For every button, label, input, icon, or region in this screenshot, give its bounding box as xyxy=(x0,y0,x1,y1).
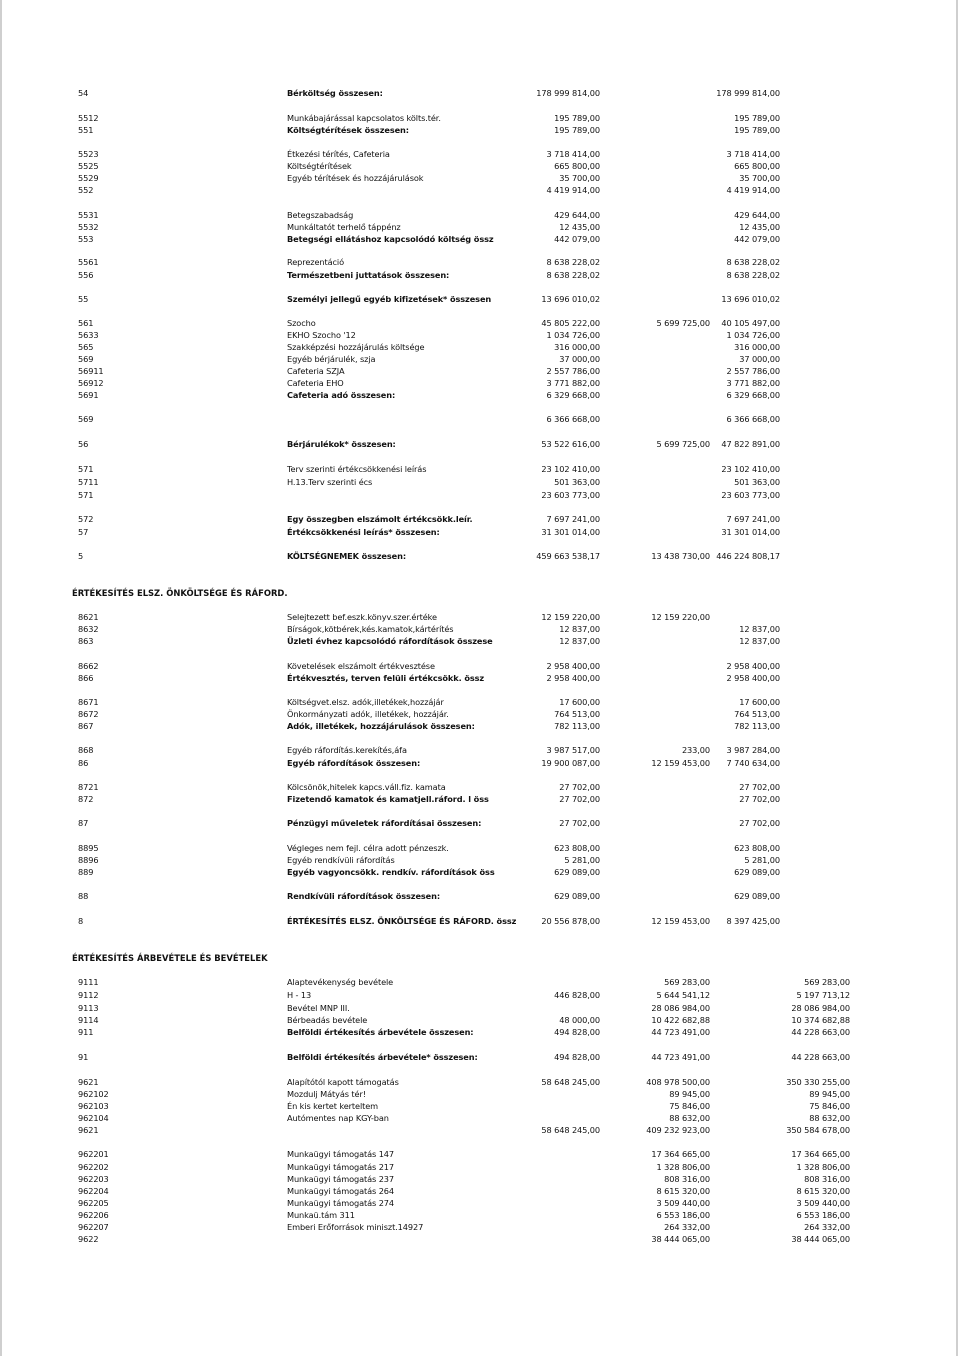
account-description: Munkaügyi támogatás 217 xyxy=(287,1162,395,1172)
amount-col3: 316 000,00 xyxy=(734,342,780,352)
account-code: 866 xyxy=(78,673,94,683)
account-code: 962206 xyxy=(78,1210,109,1220)
amount-col2: 12 159 453,00 xyxy=(651,758,710,768)
account-description: Munkábajárással kapcsolatos költs.tér. xyxy=(287,113,441,123)
amount-col2: 6 553 186,00 xyxy=(656,1210,710,1220)
amount-col3: 264 332,00 xyxy=(804,1222,850,1232)
account-description: Pénzügyi műveletek ráfordításai összesen: xyxy=(287,818,482,828)
account-description: Munkaügyi támogatás 237 xyxy=(287,1174,395,1184)
account-code: 8662 xyxy=(78,661,99,671)
amount-col1: 494 828,00 xyxy=(554,1052,600,1062)
account-code: 911 xyxy=(78,1027,94,1037)
amount-col3: 178 999 814,00 xyxy=(716,88,780,98)
amount-col1: 27 702,00 xyxy=(559,782,600,792)
account-code: 5691 xyxy=(78,390,99,400)
account-code: 8895 xyxy=(78,843,99,853)
amount-col2: 233,00 xyxy=(681,745,710,755)
account-code: 8621 xyxy=(78,612,99,622)
amount-col2: 12 159 220,00 xyxy=(651,612,710,622)
account-description: Alapítótól kapott támogatás xyxy=(287,1077,399,1087)
account-description: Egyéb rendkívüli ráfordítás xyxy=(287,855,395,865)
amount-col3: 17 364 665,00 xyxy=(791,1149,850,1159)
account-code: 872 xyxy=(78,794,94,804)
account-code: 54 xyxy=(78,88,89,98)
amount-col1: 12 435,00 xyxy=(559,222,600,232)
account-code: 962205 xyxy=(78,1198,109,1208)
account-code: 8721 xyxy=(78,782,99,792)
account-description: Betegségi ellátáshoz kapcsolódó költség össz xyxy=(287,234,494,244)
account-code: 868 xyxy=(78,745,94,755)
account-code: 5633 xyxy=(78,330,99,340)
account-description: Bevétel MNP III. xyxy=(287,1003,350,1013)
account-description: Személyi jellegű egyéb kifizetések* összesen xyxy=(287,294,492,304)
amount-col3: 2 958 400,00 xyxy=(726,673,780,683)
amount-col1: 4 419 914,00 xyxy=(546,185,600,195)
amount-col1: 764 513,00 xyxy=(554,709,600,719)
amount-col2: 5 699 725,00 xyxy=(656,439,710,449)
account-code: 8632 xyxy=(78,624,99,634)
account-code: 9622 xyxy=(78,1234,99,1244)
account-description: Üzleti évhez kapcsolódó ráfordítások összese xyxy=(287,636,493,646)
amount-col1: 195 789,00 xyxy=(554,113,600,123)
account-description: Természetbeni juttatások összesen: xyxy=(287,270,450,280)
account-description: Költségvet.elsz. adók,illetékek,hozzájár xyxy=(287,697,444,707)
amount-col1: 37 000,00 xyxy=(559,354,600,364)
amount-col3: 808 316,00 xyxy=(804,1174,850,1184)
amount-col2: 13 438 730,00 xyxy=(651,551,710,561)
amount-col3: 350 584 678,00 xyxy=(786,1125,850,1135)
amount-col1: 13 696 010,02 xyxy=(541,294,600,304)
amount-col3: 17 600,00 xyxy=(739,697,780,707)
account-description: Én kis kertet kerteltem xyxy=(287,1101,379,1111)
amount-col3: 88 632,00 xyxy=(809,1113,850,1123)
amount-col1: 31 301 014,00 xyxy=(541,527,600,537)
amount-col2: 44 723 491,00 xyxy=(651,1052,710,1062)
amount-col3: 7 740 634,00 xyxy=(726,758,780,768)
account-description: Végleges nem fejl. célra adott pénzeszk. xyxy=(287,843,449,853)
amount-col3: 23 102 410,00 xyxy=(721,464,780,474)
account-description: Egyéb térítések és hozzájárulások xyxy=(287,173,424,183)
account-description: Egyéb vagyoncsökk. rendkív. ráfordítások öss xyxy=(287,867,495,877)
amount-col3: 12 837,00 xyxy=(739,636,780,646)
amount-col1: 17 600,00 xyxy=(559,697,600,707)
amount-col3: 27 702,00 xyxy=(739,794,780,804)
amount-col3: 35 700,00 xyxy=(739,173,780,183)
account-code: 8 xyxy=(78,916,84,926)
account-code: 8896 xyxy=(78,855,99,865)
amount-col3: 2 557 786,00 xyxy=(726,366,780,376)
account-description: Emberi Erőforrások miniszt.14927 xyxy=(287,1222,424,1232)
amount-col1: 23 603 773,00 xyxy=(541,490,600,500)
account-description: Egyéb ráfordítások összesen: xyxy=(287,758,421,768)
amount-col2: 5 644 541,12 xyxy=(656,990,710,1000)
account-description: Adók, illetékek, hozzájárulások összesen: xyxy=(287,721,475,731)
account-code: 551 xyxy=(78,125,94,135)
account-description: Munkaügyi támogatás 264 xyxy=(287,1186,395,1196)
account-description: Bírságok,kötbérek,kés.kamatok,kártérítés xyxy=(287,624,454,634)
amount-col3: 195 789,00 xyxy=(734,113,780,123)
amount-col2: 1 328 806,00 xyxy=(656,1162,710,1172)
account-description: H.13.Terv szerinti écs xyxy=(287,477,373,487)
amount-col3: 5 281,00 xyxy=(744,855,780,865)
amount-col1: 3 771 882,00 xyxy=(546,378,600,388)
account-description: Betegszabadság xyxy=(287,210,354,220)
amount-col2: 75 846,00 xyxy=(669,1101,710,1111)
amount-col1: 623 808,00 xyxy=(554,843,600,853)
amount-col1: 782 113,00 xyxy=(554,721,600,731)
amount-col3: 350 330 255,00 xyxy=(786,1077,850,1087)
account-description: Munkaügyi támogatás 274 xyxy=(287,1198,395,1208)
amount-col2: 8 615 320,00 xyxy=(656,1186,710,1196)
amount-col1: 316 000,00 xyxy=(554,342,600,352)
amount-col1: 27 702,00 xyxy=(559,794,600,804)
amount-col3: 8 615 320,00 xyxy=(796,1186,850,1196)
account-description: Bérbeadás bevétele xyxy=(287,1015,368,1025)
amount-col2: 264 332,00 xyxy=(664,1222,710,1232)
amount-col1: 2 958 400,00 xyxy=(546,661,600,671)
amount-col1: 53 522 616,00 xyxy=(541,439,600,449)
account-code: 56912 xyxy=(78,378,104,388)
account-code: 5 xyxy=(78,551,84,561)
amount-col1: 1 034 726,00 xyxy=(546,330,600,340)
amount-col3: 1 034 726,00 xyxy=(726,330,780,340)
left-scan-edge xyxy=(0,0,2,1356)
account-code: 5561 xyxy=(78,257,99,267)
account-code: 569 xyxy=(78,354,94,364)
account-code: 5532 xyxy=(78,222,99,232)
account-description: Selejtezett bef.eszk.könyv.szer.értéke xyxy=(287,612,437,622)
amount-col2: 89 945,00 xyxy=(669,1089,710,1099)
account-description: Reprezentáció xyxy=(287,257,345,267)
account-code: 556 xyxy=(78,270,94,280)
amount-col1: 12 837,00 xyxy=(559,624,600,634)
amount-col3: 75 846,00 xyxy=(809,1101,850,1111)
amount-col3: 4 419 914,00 xyxy=(726,185,780,195)
amount-col1: 446 828,00 xyxy=(554,990,600,1000)
amount-col1: 629 089,00 xyxy=(554,867,600,877)
account-code: 9113 xyxy=(78,1003,99,1013)
amount-col1: 665 800,00 xyxy=(554,161,600,171)
account-code: 561 xyxy=(78,318,94,328)
account-description: Bérköltség összesen: xyxy=(287,88,383,98)
account-code: 5523 xyxy=(78,149,99,159)
amount-col3: 665 800,00 xyxy=(734,161,780,171)
amount-col3: 38 444 065,00 xyxy=(791,1234,850,1244)
account-code: 56 xyxy=(78,439,89,449)
amount-col3: 446 224 808,17 xyxy=(716,551,780,561)
account-description: Értékvesztés, terven felüli értékcsökk. össz xyxy=(287,673,485,683)
amount-col1: 459 663 538,17 xyxy=(536,551,600,561)
amount-col1: 6 329 668,00 xyxy=(546,390,600,400)
amount-col3: 23 603 773,00 xyxy=(721,490,780,500)
account-description: Egy összegben elszámolt értékcsökk.leír. xyxy=(287,514,473,524)
amount-col1: 45 805 222,00 xyxy=(541,318,600,328)
amount-col3: 6 366 668,00 xyxy=(726,414,780,424)
account-code: 55 xyxy=(78,294,89,304)
account-code: 88 xyxy=(78,891,89,901)
account-description: Cafeteria SZJA xyxy=(287,366,345,376)
amount-col1: 35 700,00 xyxy=(559,173,600,183)
account-code: 87 xyxy=(78,818,89,828)
account-description: Cafeteria EHO xyxy=(287,378,344,388)
account-code: 863 xyxy=(78,636,94,646)
account-description: Autómentes nap KGY-ban xyxy=(287,1113,389,1123)
amount-col2: 17 364 665,00 xyxy=(651,1149,710,1159)
right-scan-edge xyxy=(956,0,958,1356)
account-description: ÉRTÉKESÍTÉS ELSZ. ÖNKÖLTSÉGE ÉS RÁFORD. össz xyxy=(287,916,517,926)
account-code: 962207 xyxy=(78,1222,109,1232)
amount-col3: 6 329 668,00 xyxy=(726,390,780,400)
amount-col2: 28 086 984,00 xyxy=(651,1003,710,1013)
account-code: 91 xyxy=(78,1052,89,1062)
amount-col3: 44 228 663,00 xyxy=(791,1027,850,1037)
amount-col1: 5 281,00 xyxy=(564,855,600,865)
account-description: Munkáltatót terhelő táppénz xyxy=(287,222,401,232)
account-description: Belföldi értékesítés árbevétele* összesen: xyxy=(287,1052,478,1062)
account-description: Rendkívüli ráfordítások összesen: xyxy=(287,891,441,901)
amount-col3: 40 105 497,00 xyxy=(721,318,780,328)
account-code: 565 xyxy=(78,342,94,352)
account-code: 572 xyxy=(78,514,94,524)
account-description: Mozdulj Mátyás tér! xyxy=(287,1089,366,1099)
account-code: 5529 xyxy=(78,173,99,183)
amount-col1: 20 556 878,00 xyxy=(541,916,600,926)
amount-col3: 1 328 806,00 xyxy=(796,1162,850,1172)
account-description: Egyéb bérjárulék, szja xyxy=(287,354,376,364)
amount-col1: 58 648 245,00 xyxy=(541,1125,600,1135)
amount-col1: 8 638 228,02 xyxy=(546,270,600,280)
amount-col1: 12 837,00 xyxy=(559,636,600,646)
amount-col3: 623 808,00 xyxy=(734,843,780,853)
amount-col3: 6 553 186,00 xyxy=(796,1210,850,1220)
amount-col3: 442 079,00 xyxy=(734,234,780,244)
account-code: 571 xyxy=(78,490,94,500)
account-description: Kölcsönök,hitelek kapcs.váll.fiz. kamata xyxy=(287,782,446,792)
amount-col3: 629 089,00 xyxy=(734,867,780,877)
account-code: 962201 xyxy=(78,1149,109,1159)
amount-col3: 195 789,00 xyxy=(734,125,780,135)
account-code: 5531 xyxy=(78,210,99,220)
account-code: 569 xyxy=(78,414,94,424)
amount-col2: 569 283,00 xyxy=(664,977,710,987)
account-description: Munkaügyi támogatás 147 xyxy=(287,1149,395,1159)
account-code: 5512 xyxy=(78,113,99,123)
amount-col1: 19 900 087,00 xyxy=(541,758,600,768)
amount-col3: 8 638 228,02 xyxy=(726,257,780,267)
account-description: Követelések elszámolt értékvesztése xyxy=(287,661,435,671)
account-description: Munkaü.tám 311 xyxy=(287,1210,355,1220)
amount-col1: 27 702,00 xyxy=(559,818,600,828)
amount-col3: 501 363,00 xyxy=(734,477,780,487)
account-code: 867 xyxy=(78,721,94,731)
amount-col3: 37 000,00 xyxy=(739,354,780,364)
amount-col3: 8 638 228,02 xyxy=(726,270,780,280)
amount-col3: 3 987 284,00 xyxy=(726,745,780,755)
amount-col3: 3 509 440,00 xyxy=(796,1198,850,1208)
account-code: 8672 xyxy=(78,709,99,719)
account-description: Étkezési térítés, Cafeteria xyxy=(287,149,390,159)
amount-col1: 442 079,00 xyxy=(554,234,600,244)
amount-col3: 3 718 414,00 xyxy=(726,149,780,159)
account-code: 9621 xyxy=(78,1125,99,1135)
account-description: Költségtérítések összesen: xyxy=(287,125,409,135)
amount-col3: 569 283,00 xyxy=(804,977,850,987)
account-description: Szocho xyxy=(287,318,316,328)
amount-col3: 782 113,00 xyxy=(734,721,780,731)
account-code: 553 xyxy=(78,234,94,244)
account-code: 571 xyxy=(78,464,94,474)
amount-col3: 7 697 241,00 xyxy=(726,514,780,524)
account-code: 57 xyxy=(78,527,89,537)
account-description: Önkormányzati adók, illetékek, hozzájár. xyxy=(287,709,449,719)
account-code: 962102 xyxy=(78,1089,109,1099)
amount-col1: 2 557 786,00 xyxy=(546,366,600,376)
account-code: 8671 xyxy=(78,697,99,707)
amount-col1: 429 644,00 xyxy=(554,210,600,220)
amount-col2: 5 699 725,00 xyxy=(656,318,710,328)
account-code: 962104 xyxy=(78,1113,109,1123)
amount-col3: 31 301 014,00 xyxy=(721,527,780,537)
amount-col1: 23 102 410,00 xyxy=(541,464,600,474)
amount-col3: 429 644,00 xyxy=(734,210,780,220)
account-code: 5711 xyxy=(78,477,99,487)
amount-col1: 8 638 228,02 xyxy=(546,257,600,267)
amount-col2: 10 422 682,88 xyxy=(651,1015,710,1025)
amount-col1: 7 697 241,00 xyxy=(546,514,600,524)
amount-col3: 47 822 891,00 xyxy=(721,439,780,449)
amount-col1: 2 958 400,00 xyxy=(546,673,600,683)
amount-col1: 3 987 517,00 xyxy=(546,745,600,755)
amount-col3: 12 837,00 xyxy=(739,624,780,634)
amount-col1: 195 789,00 xyxy=(554,125,600,135)
amount-col2: 44 723 491,00 xyxy=(651,1027,710,1037)
amount-col1: 6 366 668,00 xyxy=(546,414,600,424)
amount-col2: 3 509 440,00 xyxy=(656,1198,710,1208)
amount-col3: 10 374 682,88 xyxy=(791,1015,850,1025)
amount-col3: 764 513,00 xyxy=(734,709,780,719)
amount-col3: 28 086 984,00 xyxy=(791,1003,850,1013)
account-code: 962103 xyxy=(78,1101,109,1111)
account-code: 56911 xyxy=(78,366,104,376)
amount-col3: 89 945,00 xyxy=(809,1089,850,1099)
account-description: Cafeteria adó összesen: xyxy=(287,390,396,400)
account-description: Belföldi értékesítés árbevétele összesen: xyxy=(287,1027,474,1037)
account-description: Szakképzési hozzájárulás költsége xyxy=(287,342,425,352)
section-heading: ÉRTÉKESÍTÉS ÁRBEVÉTELE ÉS BEVÉTELEK xyxy=(72,953,268,963)
account-description: Terv szerinti értékcsökkenési leírás xyxy=(287,464,427,474)
account-code: 86 xyxy=(78,758,89,768)
amount-col3: 2 958 400,00 xyxy=(726,661,780,671)
amount-col2: 808 316,00 xyxy=(664,1174,710,1184)
amount-col1: 629 089,00 xyxy=(554,891,600,901)
account-description: Fizetendő kamatok és kamatjell.ráford. l öss xyxy=(287,794,489,804)
amount-col1: 58 648 245,00 xyxy=(541,1077,600,1087)
account-code: 9114 xyxy=(78,1015,99,1025)
account-description: H - 13 xyxy=(287,990,312,1000)
amount-col1: 48 000,00 xyxy=(559,1015,600,1025)
account-code: 962203 xyxy=(78,1174,109,1184)
account-code: 962204 xyxy=(78,1186,109,1196)
account-description: Költségtérítések xyxy=(287,161,352,171)
amount-col2: 409 232 923,00 xyxy=(646,1125,710,1135)
amount-col3: 44 228 663,00 xyxy=(791,1052,850,1062)
amount-col3: 8 397 425,00 xyxy=(726,916,780,926)
account-description: Értékcsökkenési leírás* összesen: xyxy=(287,527,440,537)
account-code: 9111 xyxy=(78,977,99,987)
account-code: 962202 xyxy=(78,1162,109,1172)
amount-col1: 501 363,00 xyxy=(554,477,600,487)
amount-col2: 12 159 453,00 xyxy=(651,916,710,926)
amount-col3: 12 435,00 xyxy=(739,222,780,232)
amount-col1: 178 999 814,00 xyxy=(536,88,600,98)
amount-col3: 629 089,00 xyxy=(734,891,780,901)
amount-col2: 408 978 500,00 xyxy=(646,1077,710,1087)
account-code: 9621 xyxy=(78,1077,99,1087)
amount-col3: 27 702,00 xyxy=(739,782,780,792)
account-description: Egyéb ráfordítás.kerekítés,áfa xyxy=(287,745,407,755)
account-description: EKHO Szocho '12 xyxy=(287,330,356,340)
account-description: Alaptevékenység bevétele xyxy=(287,977,394,987)
account-description: Bérjárulékok* összesen: xyxy=(287,439,396,449)
account-description: KÖLTSÉGNEMEK összesen: xyxy=(287,551,406,561)
account-code: 9112 xyxy=(78,990,99,1000)
amount-col1: 494 828,00 xyxy=(554,1027,600,1037)
amount-col3: 3 771 882,00 xyxy=(726,378,780,388)
amount-col2: 38 444 065,00 xyxy=(651,1234,710,1244)
account-code: 889 xyxy=(78,867,94,877)
amount-col3: 5 197 713,12 xyxy=(796,990,850,1000)
account-code: 5525 xyxy=(78,161,99,171)
amount-col3: 13 696 010,02 xyxy=(721,294,780,304)
amount-col3: 27 702,00 xyxy=(739,818,780,828)
amount-col1: 12 159 220,00 xyxy=(541,612,600,622)
account-code: 552 xyxy=(78,185,94,195)
amount-col1: 3 718 414,00 xyxy=(546,149,600,159)
amount-col2: 88 632,00 xyxy=(669,1113,710,1123)
section-heading: ÉRTÉKESÍTÉS ELSZ. ÖNKÖLTSÉGE ÉS RÁFORD. xyxy=(72,588,288,598)
